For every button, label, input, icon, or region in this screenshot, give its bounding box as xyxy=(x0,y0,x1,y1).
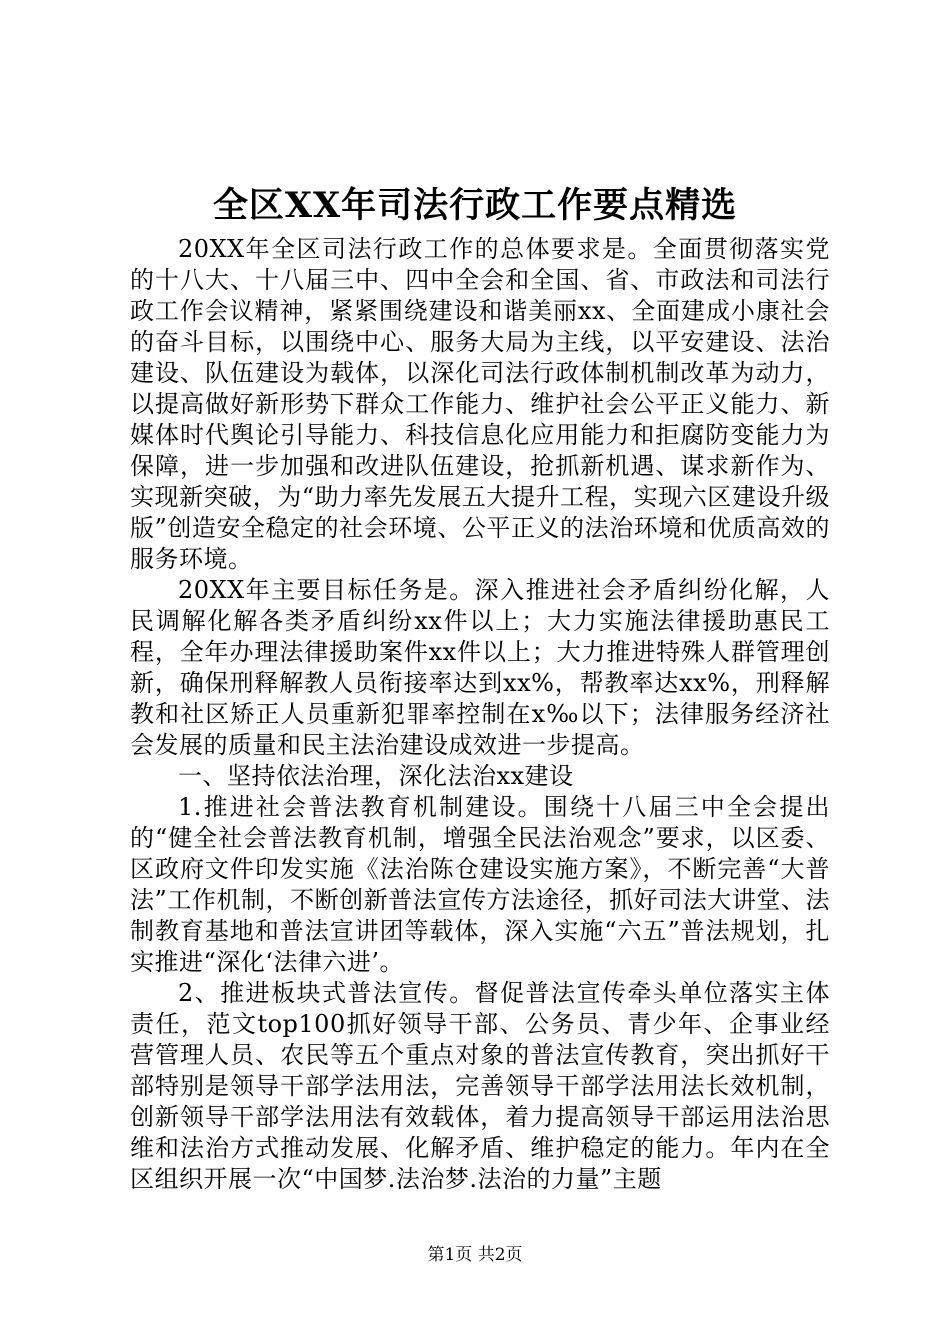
page-number-footer: 第1页 共2页 xyxy=(427,1245,523,1265)
paragraph-item-1: 1.推进社会普法教育机制建设。围绕十八届三中全会提出的“健全社会普法教育机制，增强全民法治观念”要求，以区委、区政府文件印发实施《法治陈仓建设实施方案》，不断完善“大普法”工作机制，不断创新普法宣传方法途径，抓好司法大讲堂、法制教育基地和普法宣讲团等载体，深入实施“六五”普法规划，扎实推进“深化‘法律六进’。 xyxy=(130,793,830,976)
document-title: 全区XX年司法行政工作要点精选 xyxy=(212,185,738,226)
paragraph-general-requirements: 20XX年全区司法行政工作的总体要求是。全面贯彻落实党的十八大、十八届三中、四中全会和全国、省、市政法和司法行政工作会议精神，紧紧围绕建设和谐美丽xx、全面建成小康社会的奋斗目标，以围绕中心、服务大局为主线，以平安建设、法治建设、队伍建设为载体，以深化司法行政体制机制改革为动力，以提高做好新形势下群众工作能力、维护社会公平正义能力、新媒体时代舆论引导能力、科技信息化应用能力和拒腐防变能力为保障，进一步加强和改进队伍建设，抢抓新机遇、谋求新作为、实现新突破，为“助力率先发展五大提升工程，实现六区建设升级版”创造安全稳定的社会环境、公平正义的法治环境和优质高效的服务环境。 xyxy=(130,235,830,573)
paragraph-main-targets: 20XX年主要目标任务是。深入推进社会矛盾纠纷化解，人民调解化解各类矛盾纠纷xx件以上；大力实施法律援助惠民工程，全年办理法律援助案件xx件以上；大力推进特殊人群管理创新，确保刑释解教人员衔接率达到xx%，帮教率达xx%，刑释解教和社区矫正人员重新犯罪率控制在x‰以下；法律服务经济社会发展的质量和民主法治建设成效进一步提高。 xyxy=(130,576,830,759)
paragraph-item-2: 2、推进板块式普法宣传。督促普法宣传牵头单位落实主体责任，范文top100抓好领导干部、公务员、青少年、企事业经营管理人员、农民等五个重点对象的普法宣传教育，突出抓好干部特别是领导干部学法用法，完善领导干部学法用法长效机制，创新领导干部学法用法有效载体，着力提高领导干部运用法治思维和法治方式推动发展、化解矛盾、维护稳定的能力。年内在全区组织开展一次“中国梦.法治梦.法治的力量”主题 xyxy=(130,979,830,1193)
document-body xyxy=(130,234,830,1195)
section-heading-rule-of-law: 一、坚持依法治理，深化法治xx建设 xyxy=(178,762,574,790)
